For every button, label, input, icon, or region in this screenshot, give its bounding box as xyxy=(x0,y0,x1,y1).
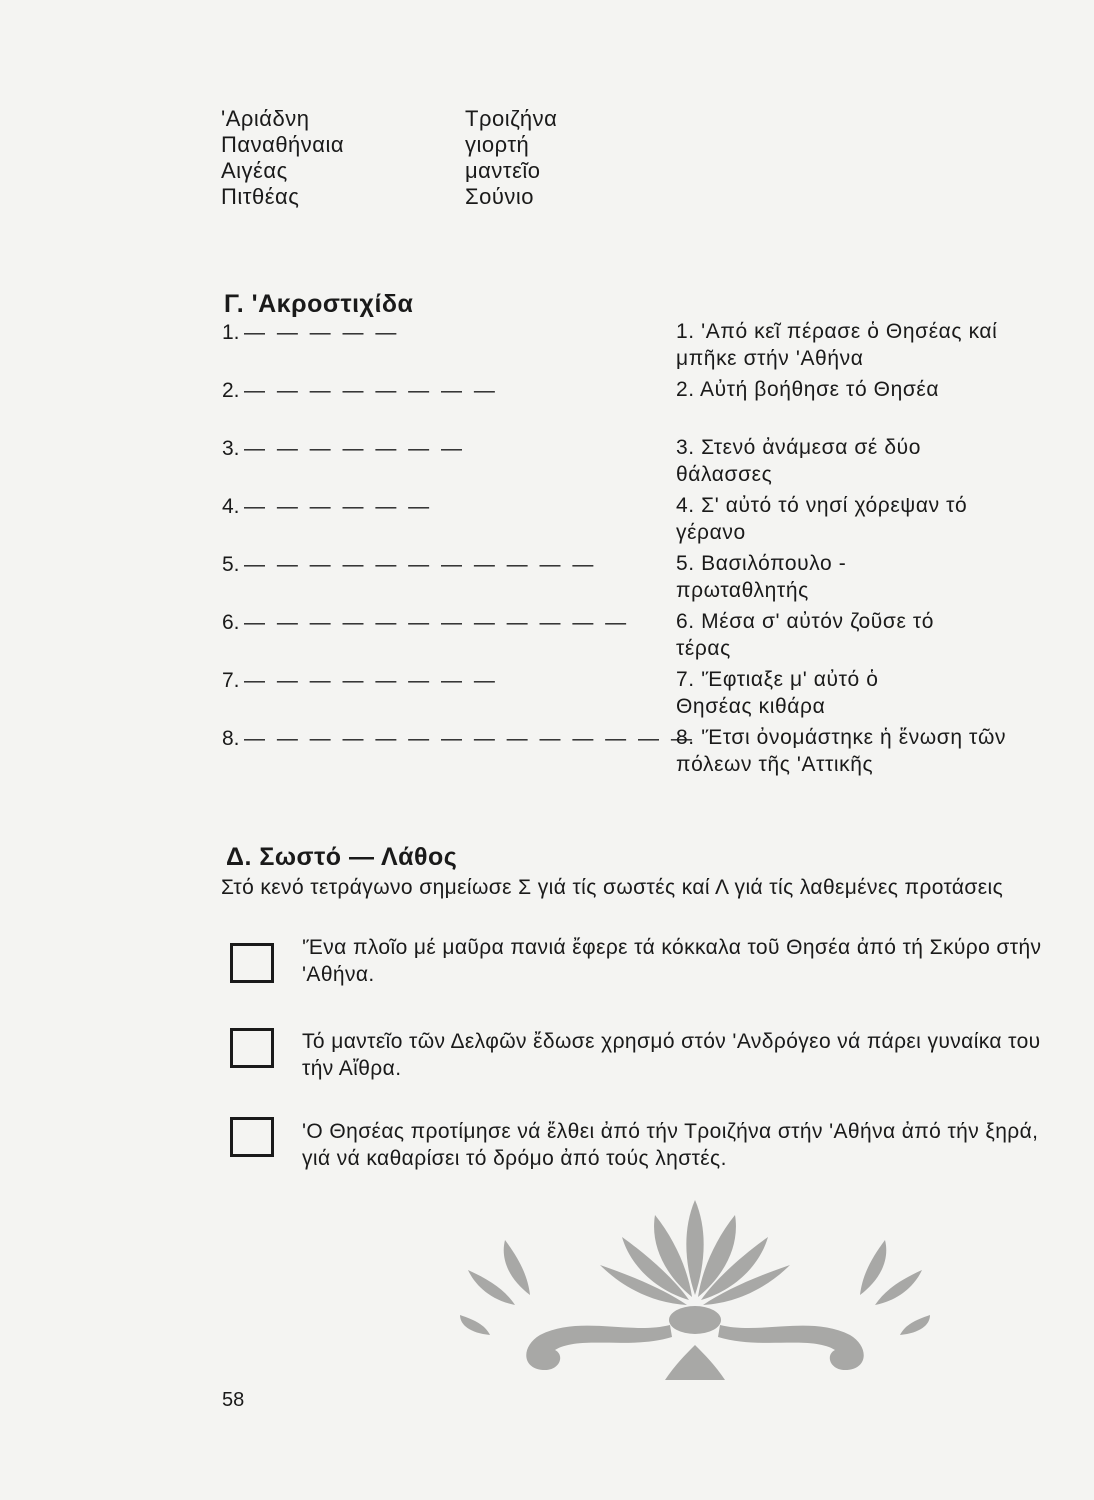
acrostic-blanks: — — — — — — — — — — — — xyxy=(244,611,630,634)
acrostic-blanks: — — — — — — — — xyxy=(244,669,498,692)
acrostic-number: 7. xyxy=(222,669,240,692)
acrostic-clue: 8. 'Έτσι ὀνομάστηκε ἡ ἕνωση τῶν πόλεων τῆς 'Αττικῆς xyxy=(676,726,1007,776)
acrostic-blanks: — — — — — — — — — — — — — — xyxy=(244,727,695,750)
word-item: μαντεῖο xyxy=(465,158,541,183)
acrostic-clue: 3. Στενό ἀνάμεσα σέ δύο θάλασσες xyxy=(676,436,921,486)
word-item: Αιγέας xyxy=(221,158,288,183)
true-false-instruction: Στό κενό τετράγωνο σημείωσε Σ γιά τίς σωστές καί Λ γιά τίς λαθεμένες προτάσεις xyxy=(221,876,1004,899)
palmette-ornament-icon xyxy=(460,1185,930,1385)
statement-text: 'Ένα πλοῖο μέ μαῦρα πανιά ἔφερε τά κόκκαλα τοῦ Θησέα ἀπό τή Σκύρο στήν 'Αθήνα. xyxy=(302,936,1042,986)
word-item: 'Αριάδνη xyxy=(221,106,310,131)
acrostic-number: 1. xyxy=(222,321,240,344)
answer-checkbox[interactable] xyxy=(230,1117,274,1157)
acrostic-clue: 6. Μέσα σ' αὐτόν ζοῦσε τό τέρας xyxy=(676,610,935,660)
acrostic-number: 4. xyxy=(222,495,240,518)
acrostic-blanks: — — — — — — — — — — — xyxy=(244,553,597,576)
acrostic-number: 8. xyxy=(222,727,240,750)
acrostic-title: Γ. 'Ακροστιχίδα xyxy=(224,290,414,318)
acrostic-blanks: — — — — — — — — xyxy=(244,379,498,402)
answer-checkbox[interactable] xyxy=(230,1028,274,1068)
word-list-col2 xyxy=(465,106,557,210)
acrostic-clue: 2. Αὐτή βοήθησε τό Θησέα xyxy=(676,378,940,401)
answer-checkbox[interactable] xyxy=(230,943,274,983)
word-item: Πιτθέας xyxy=(221,184,300,209)
acrostic-number: 5. xyxy=(222,553,240,576)
word-item: Τροιζήνα xyxy=(465,106,558,131)
acrostic-blanks: — — — — — xyxy=(244,321,400,344)
word-item: Σούνιο xyxy=(465,184,534,209)
acrostic-number: 3. xyxy=(222,437,240,460)
word-list-col1 xyxy=(221,106,344,210)
statement-text: 'Ο Θησέας προτίμησε νά ἔλθει ἀπό τήν Τροιζήνα στήν 'Αθήνα ἀπό τήν ξηρά, γιά νά καθαρίσει τό δρόμο ἀπό τούς ληστές. xyxy=(302,1120,1039,1170)
word-item: γιορτή xyxy=(465,132,530,157)
page-number: 58 xyxy=(222,1389,245,1411)
acrostic-clue: 4. Σ' αὐτό τό νησί χόρεψαν τό γέρανο xyxy=(676,494,968,544)
acrostic-clue: 5. Βασιλόπουλο - πρωταθλητής xyxy=(676,552,847,602)
acrostic-blanks: — — — — — — xyxy=(244,495,433,518)
acrostic-clue: 7. 'Έφτιαξε μ' αὐτό ὁ Θησέας κιθάρα xyxy=(676,668,879,718)
true-false-title: Δ. Σωστό — Λάθος xyxy=(226,843,458,871)
acrostic-number: 6. xyxy=(222,611,240,634)
acrostic-blanks: — — — — — — — xyxy=(244,437,466,460)
acrostic-clue: 1. 'Από κεῖ πέρασε ὁ Θησέας καί μπῆκε στήν 'Αθήνα xyxy=(676,320,998,370)
statement-text: Τό μαντεῖο τῶν Δελφῶν ἔδωσε χρησμό στόν 'Ανδρόγεο νά πάρει γυναίκα του τήν Αἴθρα. xyxy=(302,1030,1041,1080)
acrostic-number: 2. xyxy=(222,379,240,402)
word-item: Παναθήναια xyxy=(221,132,345,157)
